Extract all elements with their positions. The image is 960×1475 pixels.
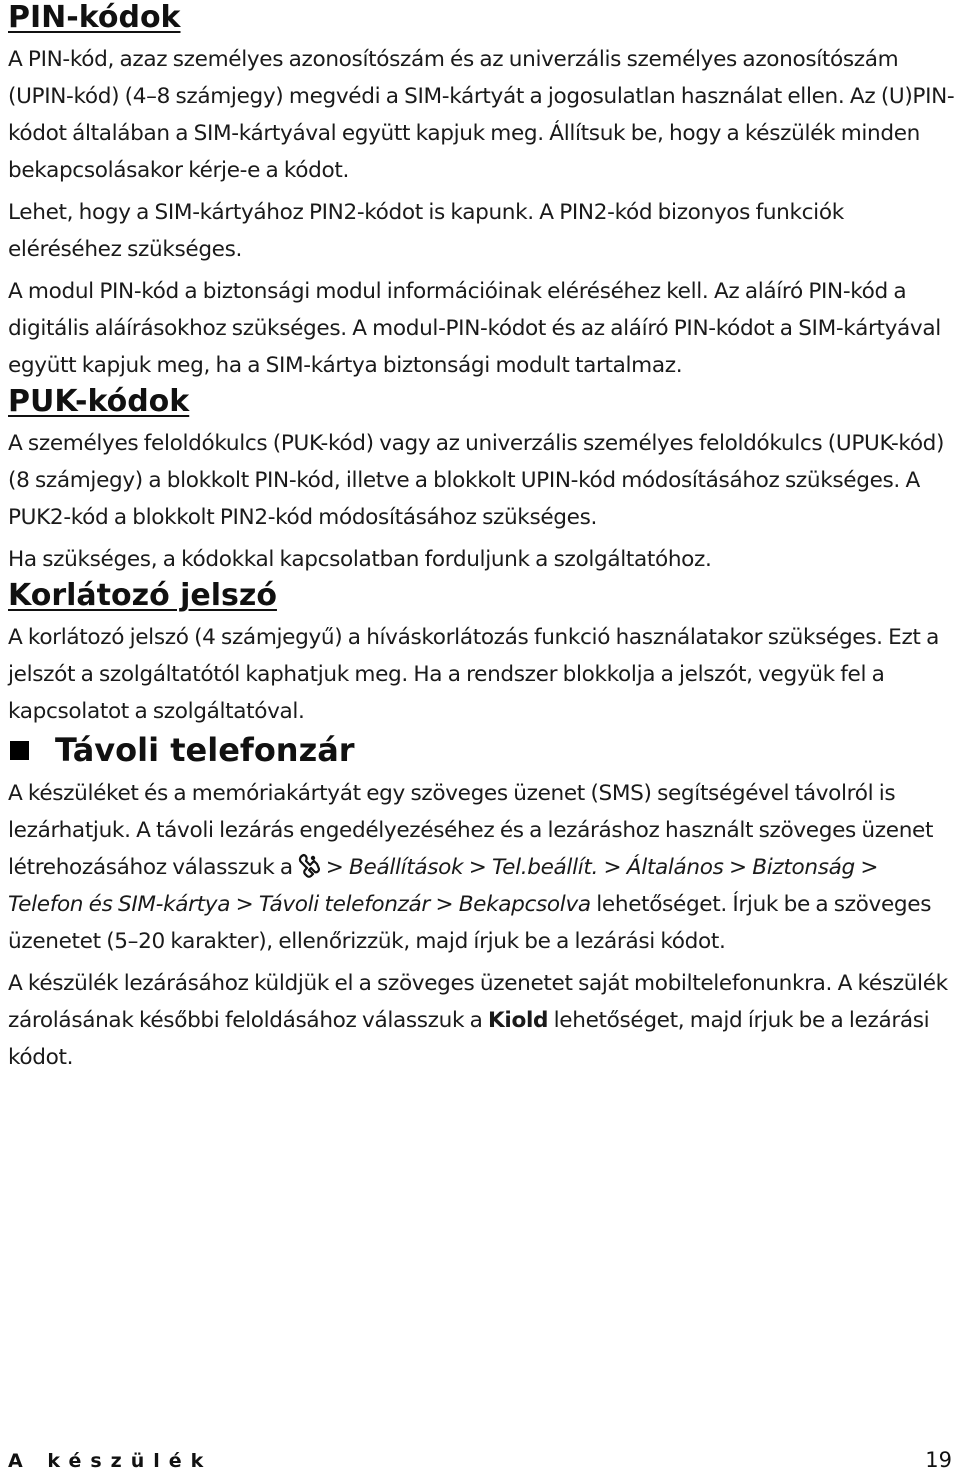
pin-paragraph-3: A modul PIN-kód a biztonsági modul információinak eléréséhez kell. Az aláíró PIN-kód a digitális aláírásokhoz szükséges. A modul-PIN-kódot és az aláíró PIN-kódot a SIM-kártyával együtt kapjuk meg, ha a SIM-kártya biztonsági modult tartalmaz. [8, 279, 941, 378]
menu-path-phone-and-sim: Telefon és SIM-kártya [8, 892, 231, 917]
page-footer [8, 1448, 952, 1472]
pin-paragraph-1: A PIN-kód, azaz személyes azonosítószám és az univerzális személyes azonosítószám (UPIN-kód) (4–8 számjegy) megvédi a SIM-kártyát a jogosulatlan használat ellen. Az (U)PIN-kódot általában a SIM-kártyával együtt kapjuk meg. Állítsuk be, hogy a készülék minden bekapcsolásakor kérje-e a kódot. [8, 47, 955, 183]
barring-paragraph-1: A korlátozó jelszó (4 számjegyű) a híváskorlátozás funkció használatakor szükséges. Ezt a jelszót a szolgáltatótól kaphatjuk meg. Ha a rendszer blokkolja a jelszót, vegyük fel a kapcsolatot a szolgáltatóval. [8, 625, 939, 724]
tools-menu-icon [298, 853, 320, 879]
pin-paragraph-2: Lehet, hogy a SIM-kártyához PIN2-kódot is kapunk. A PIN2-kód bizonyos funkciók eléréséhez szükséges. [8, 200, 844, 262]
menu-separator: > [320, 855, 350, 880]
section-title-puk-codes: PUK-kódok [8, 384, 190, 419]
section-title-barring-password: Korlátozó jelszó [8, 578, 277, 613]
menu-path-remote-lock: Távoli telefonzár [258, 892, 430, 917]
remote-p2-text-a: A készülék lezárásához küldjük el a szöveges üzenetet saját mobiltelefonunkra. A készülék zárolásának későbbi feloldásához válasszuk a [8, 971, 948, 1033]
footer-chapter-name: A készülék [8, 1450, 213, 1472]
puk-paragraph-2: Ha szükséges, a kódokkal kapcsolatban forduljunk a szolgáltatóhoz. [8, 547, 712, 572]
remote-paragraph-2 [8, 965, 956, 1076]
menu-path-settings: Beállítások [349, 855, 464, 880]
puk-paragraph-1: A személyes feloldókulcs (PUK-kód) vagy az univerzális személyes feloldókulcs (UPUK-kód) (8 számjegy) a blokkolt PIN-kód, illetve a blokkolt UPIN-kód módosításához szükséges. A PUK2-kód a blokkolt PIN2-kód módosításához szükséges. [8, 431, 945, 530]
menu-separator: > [429, 892, 459, 917]
menu-separator: > [463, 855, 492, 880]
remote-p2-text-b: lehetőséget, majd írjuk be a lezárási kódot. [8, 1008, 930, 1070]
remote-p1-text-a: A készüléket és a memóriakártyát egy szöveges üzenet (SMS) segítségével távolról is lezárhatjuk. A távoli lezárás engedélyezéséhez és a lezáráshoz használt szöveges üzenet létrehozásához válasszuk a [8, 781, 934, 880]
page-content [8, 0, 956, 1076]
chapter-title-remote-lock [8, 730, 956, 770]
unlock-command: Kiold [488, 1008, 549, 1033]
menu-path-security: Biztonság [752, 855, 855, 880]
menu-path-enabled: Bekapcsolva [458, 892, 591, 917]
menu-separator: > [723, 855, 753, 880]
menu-separator: > [854, 855, 879, 880]
square-bullet-icon [10, 741, 29, 760]
menu-path-phone-settings: Tel.beállít. [491, 855, 599, 880]
chapter-title-text: Távoli telefonzár [55, 731, 355, 769]
menu-path-general: Általános [626, 855, 724, 880]
section-title-pin-codes: PIN-kódok [8, 0, 181, 35]
menu-separator: > [230, 892, 259, 917]
footer-page-number: 19 [925, 1448, 952, 1472]
remote-paragraph-1 [8, 775, 956, 960]
remote-p1-text-b: lehetőséget. Írjuk be a szöveges üzenetet (5–20 karakter), ellenőrizzük, majd írjuk be a lezárási kódot. [8, 892, 932, 954]
menu-separator: > [598, 855, 627, 880]
